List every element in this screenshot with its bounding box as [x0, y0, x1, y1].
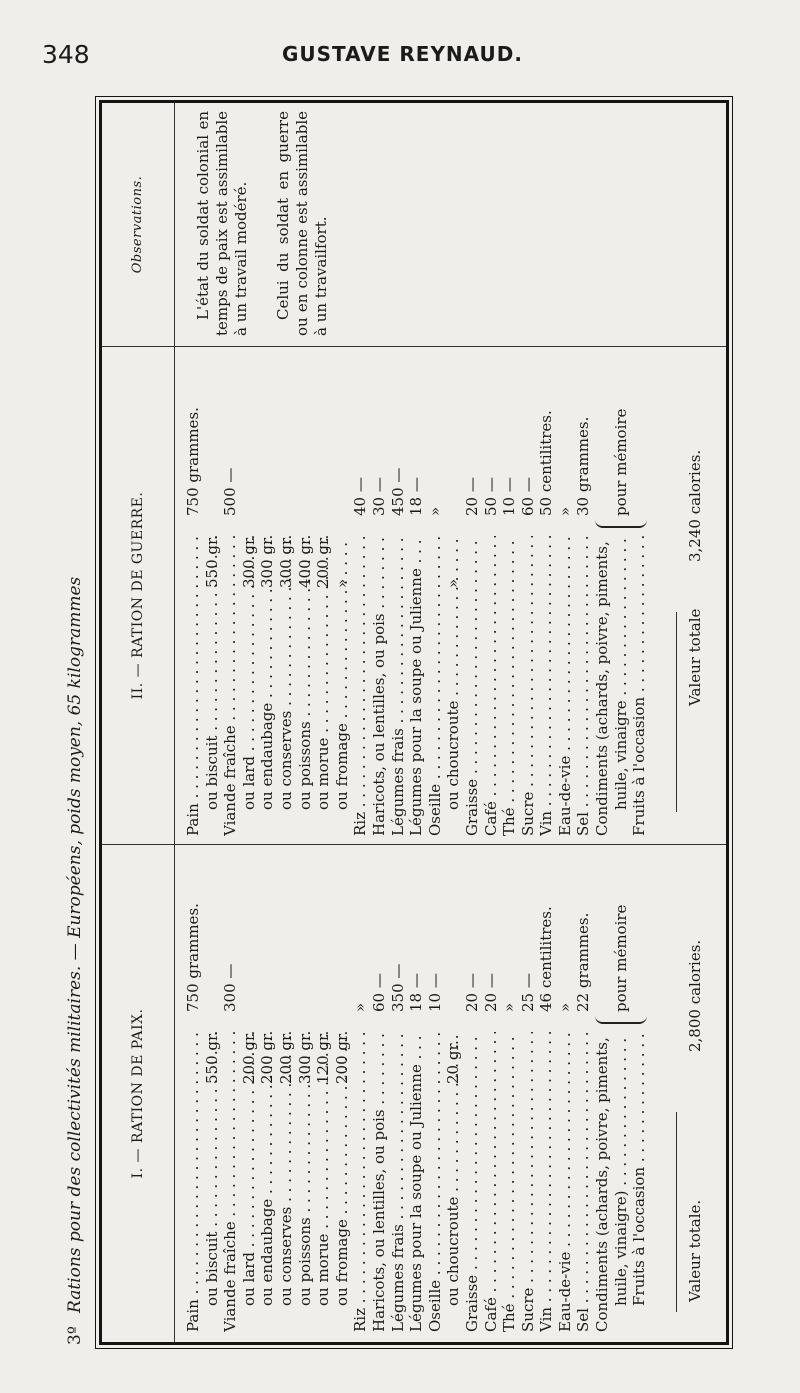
daily-quantity: 750 grammes. [184, 903, 202, 1012]
war-total-label: Valeur totale [686, 608, 704, 706]
ration-row [351, 852, 370, 1332]
item-label: ou choucroute . . . [444, 1032, 463, 1306]
observation-peace: L'état du soldat colonial en temps de paix est assimilable à un travail modéré. [194, 111, 250, 336]
item-label: ou lard . . . [240, 1032, 259, 1306]
alternative-quantity: 20 gr. [444, 1040, 463, 1084]
item-label: Légumes frais . . . [389, 1032, 408, 1332]
caption-text: Rations pour des collectivités militaires. — Européens, poids moyen, 65 kilogrammes [65, 576, 85, 1313]
ration-row [333, 356, 352, 836]
item-label: huile, vinaigre) . . . [612, 1032, 631, 1306]
total-rule [676, 612, 677, 812]
caption-number: 3º [65, 1326, 85, 1345]
ration-row [351, 356, 370, 836]
daily-quantity: 450 — [388, 467, 407, 516]
item-label: Vin . . . [537, 536, 556, 836]
daily-quantity: 40 — [351, 477, 370, 516]
item-label: Café . . . [482, 1032, 501, 1332]
item-label: Fruits à l'occasion . . . [630, 536, 649, 836]
item-label: Condiments (achards, poivre, piments, [593, 541, 612, 836]
daily-quantity: » [425, 506, 444, 516]
alternative-quantity: » [444, 578, 463, 588]
ration-row [258, 852, 277, 1332]
ration-row [389, 356, 408, 836]
alternative-quantity: » [332, 578, 351, 588]
daily-quantity: 60 — [518, 477, 537, 516]
item-label: Café . . . [482, 536, 501, 836]
daily-quantity: 20 — [462, 477, 481, 516]
item-label: Sucre . . . [519, 1032, 538, 1332]
brace-mark [595, 518, 647, 528]
alternative-quantity: 400 gr. [295, 534, 314, 588]
item-label: ou poissons . . . [296, 1032, 315, 1306]
item-label: ou conserves . . . [277, 536, 296, 810]
item-label: Oseille . . . [426, 536, 445, 836]
item-label: Oseille . . . [426, 1032, 445, 1332]
daily-quantity: 50 centilitres. [537, 410, 556, 516]
item-label: Condiments (achards, poivre, piments, [593, 1037, 612, 1332]
ration-row [463, 356, 482, 836]
ration-row [574, 852, 593, 1332]
daily-quantity: 500 — [221, 467, 240, 516]
ration-row [537, 356, 556, 836]
observations-column-header: Observations. [102, 103, 175, 346]
item-label: ou conserves . . . [277, 1032, 296, 1306]
peace-ration-list [184, 852, 649, 1332]
item-label: Sel . . . [574, 1032, 593, 1332]
ration-row [277, 852, 296, 1332]
daily-quantity: 30 grammes. [574, 416, 593, 516]
item-label: ou choucroute . . . [444, 536, 463, 810]
ration-row [184, 852, 203, 1332]
alternative-quantity: 200 gr. [258, 1030, 277, 1084]
brace-mark [595, 1014, 647, 1024]
peace-total-value: 2,800 calories. [686, 939, 704, 1052]
ration-row [314, 356, 333, 836]
daily-quantity: 46 centilitres. [537, 906, 556, 1012]
ration-row [630, 356, 649, 836]
daily-quantity: » [500, 1002, 519, 1012]
item-label: Sucre . . . [519, 536, 538, 836]
item-label: ou biscuit . . . [203, 536, 222, 810]
ration-row [444, 852, 463, 1332]
daily-quantity: 25 — [518, 973, 537, 1012]
daily-quantity: pour mémoire [611, 904, 630, 1012]
ration-row [426, 852, 445, 1332]
item-label: Riz . . . [351, 1032, 370, 1332]
ration-row [500, 356, 519, 836]
ration-row [389, 852, 408, 1332]
ration-row [574, 356, 593, 836]
table-caption [55, 90, 95, 1345]
rotated-table-region [55, 90, 745, 1345]
ration-row [519, 852, 538, 1332]
ration-row [221, 356, 240, 836]
alternative-quantity: 120 gr. [314, 1030, 333, 1084]
peace-column-header: I. — RATION DE PAIX. [102, 845, 175, 1342]
ration-row [426, 356, 445, 836]
alternative-quantity: 300 gr. [258, 534, 277, 588]
item-label: Graisse . . . [463, 536, 482, 836]
ration-row [296, 356, 315, 836]
peace-total-label: Valeur totale. [686, 1199, 704, 1302]
ration-row [370, 356, 389, 836]
alternative-quantity: 550 gr. [202, 1030, 221, 1084]
item-label: Légumes pour la soupe ou Julienne . . . [407, 1032, 426, 1332]
item-label: Graisse . . . [463, 1032, 482, 1332]
daily-quantity: 30 — [369, 477, 388, 516]
item-label: Pain . . . [184, 536, 203, 836]
alternative-quantity: 200 gr. [276, 1030, 295, 1084]
item-label: ou endaubage . . . [258, 536, 277, 810]
ration-row [593, 852, 612, 1332]
item-label: Fruits à l'occasion . . . [630, 1032, 649, 1306]
column-divider [102, 346, 726, 347]
war-total-value: 3,240 calories. [686, 449, 704, 562]
running-head: GUSTAVE REYNAUD. [282, 42, 523, 66]
ration-row [500, 852, 519, 1332]
ration-row [333, 852, 352, 1332]
ration-row [184, 356, 203, 836]
item-label: Légumes frais . . . [389, 536, 408, 836]
daily-quantity: 20 — [481, 973, 500, 1012]
alternative-quantity: 200 gr. [239, 1030, 258, 1084]
daily-quantity: » [351, 1002, 370, 1012]
item-label: Viande fraîche . . . [221, 536, 240, 836]
ration-row [240, 356, 259, 836]
daily-quantity: 60 — [369, 973, 388, 1012]
daily-quantity: 18 — [407, 477, 426, 516]
ration-row [240, 852, 259, 1332]
ration-row [277, 356, 296, 836]
item-label: Sel . . . [574, 536, 593, 836]
item-label: ou fromage . . . [333, 536, 352, 810]
ration-row [444, 356, 463, 836]
item-label: Légumes pour la soupe ou Julienne . . . [407, 536, 426, 836]
daily-quantity: » [555, 506, 574, 516]
item-label: Eau-de-vie . . . [556, 1032, 575, 1332]
daily-quantity: 50 — [481, 477, 500, 516]
daily-quantity: 350 — [388, 963, 407, 1012]
ration-row [556, 852, 575, 1332]
ration-row [612, 852, 631, 1332]
ration-row [221, 852, 240, 1332]
war-ration-list [184, 356, 649, 836]
alternative-quantity: 200 gr. [332, 1030, 351, 1084]
item-label: ou fromage . . . [333, 1032, 352, 1306]
ration-table [99, 100, 729, 1345]
ration-row [258, 356, 277, 836]
ration-row [370, 852, 389, 1332]
item-label: Haricots, ou lentilles, ou pois . . . [370, 536, 389, 836]
ration-row [519, 356, 538, 836]
item-label: Eau-de-vie . . . [556, 536, 575, 836]
daily-quantity: 10 — [425, 973, 444, 1012]
item-label: Viande fraîche . . . [221, 1032, 240, 1332]
daily-quantity: pour mémoire [611, 408, 630, 516]
ration-row [537, 852, 556, 1332]
alternative-quantity: 300 gr. [295, 1030, 314, 1084]
item-label: Thé . . . [500, 536, 519, 836]
alternative-quantity: 300 gr. [276, 534, 295, 588]
ration-row [296, 852, 315, 1332]
item-label: Riz . . . [351, 536, 370, 836]
daily-quantity: 20 — [462, 973, 481, 1012]
total-rule [676, 1112, 677, 1312]
ration-row [630, 852, 649, 1332]
item-label: Vin . . . [537, 1032, 556, 1332]
ration-row [593, 356, 612, 836]
alternative-quantity: 300 gr. [239, 534, 258, 588]
item-label: Pain . . . [184, 1032, 203, 1332]
item-label: ou lard . . . [240, 536, 259, 810]
item-label: ou poissons . . . [296, 536, 315, 810]
daily-quantity: 300 — [221, 963, 240, 1012]
ration-row [463, 852, 482, 1332]
daily-quantity: 22 grammes. [574, 912, 593, 1012]
alternative-quantity: 200 gr. [314, 534, 333, 588]
observation-war: Celui du soldat en guerre ou en colonne est assimilable à un travailfort. [274, 111, 330, 336]
ration-row [407, 852, 426, 1332]
daily-quantity: 18 — [407, 973, 426, 1012]
column-divider [102, 844, 726, 845]
ration-row [314, 852, 333, 1332]
ration-row [482, 356, 501, 836]
daily-quantity: » [555, 1002, 574, 1012]
item-label: ou endaubage . . . [258, 1032, 277, 1306]
ration-row [203, 852, 222, 1332]
ration-row [612, 356, 631, 836]
ration-row [407, 356, 426, 836]
item-label: Thé . . . [500, 1032, 519, 1332]
item-label: ou morue . . . [314, 1032, 333, 1306]
ration-row [482, 852, 501, 1332]
item-label: huile, vinaigre . . . [612, 536, 631, 810]
ration-row [556, 356, 575, 836]
item-label: ou morue . . . [314, 536, 333, 810]
daily-quantity: 10 — [500, 477, 519, 516]
war-column-header: II. — RATION DE GUERRE. [102, 347, 175, 844]
ration-row [203, 356, 222, 836]
alternative-quantity: 550 gr. [202, 534, 221, 588]
item-label: ou biscuit . . . [203, 1032, 222, 1306]
item-label: Haricots, ou lentilles, ou pois . . . [370, 1032, 389, 1332]
page-number: 348 [42, 40, 90, 69]
daily-quantity: 750 grammes. [184, 407, 202, 516]
